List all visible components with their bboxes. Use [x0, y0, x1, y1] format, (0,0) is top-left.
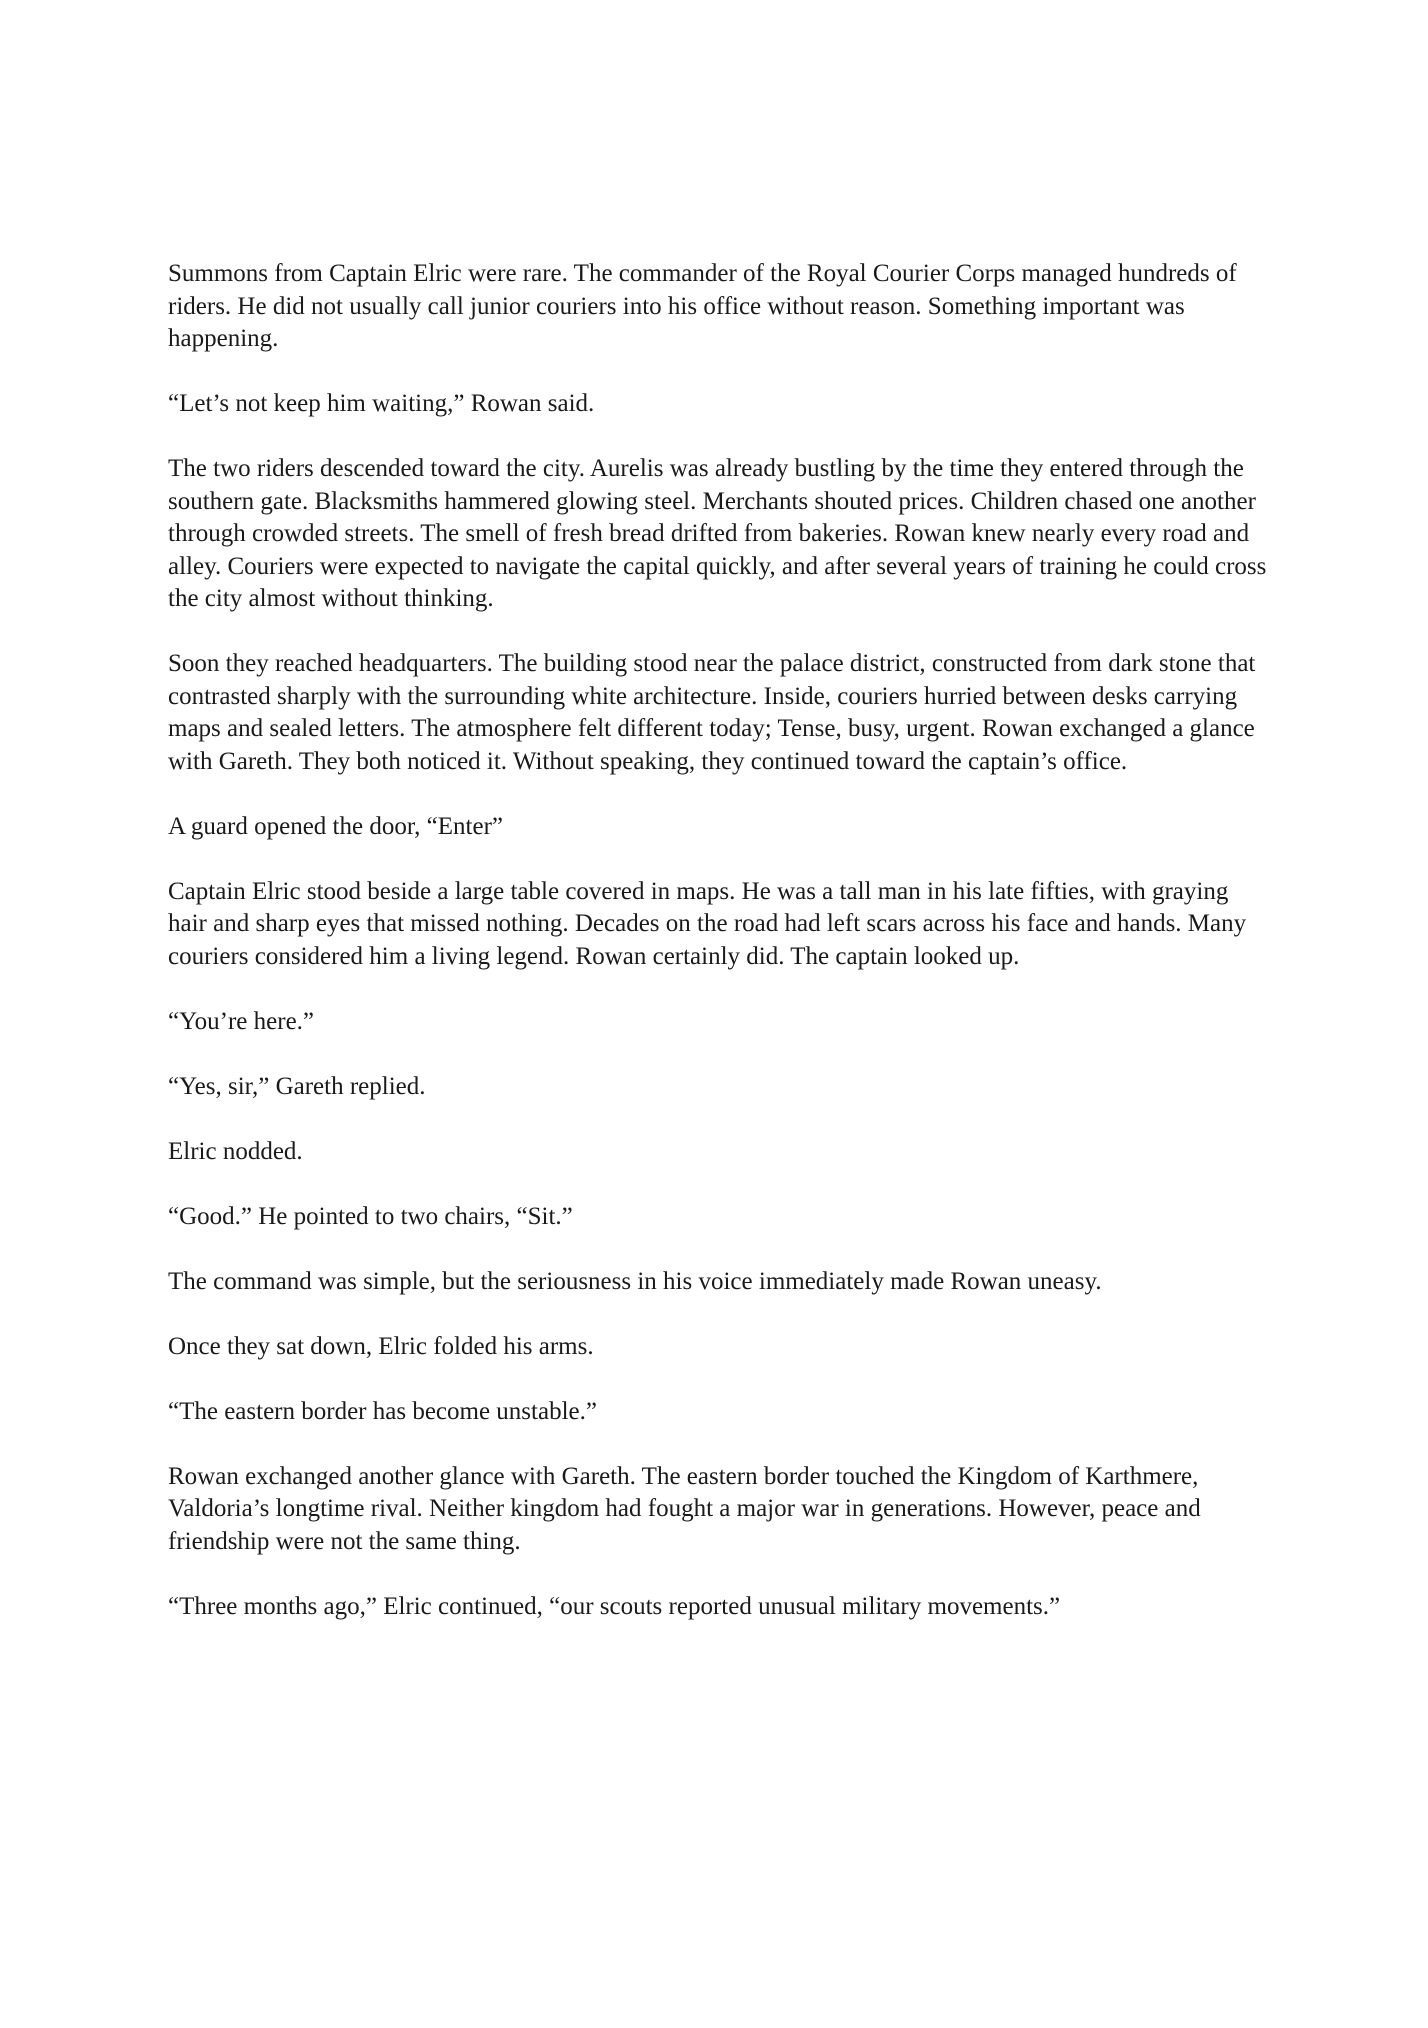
- paragraph-headquarters: Soon they reached headquarters. The building stood near the palace district, constructed from dark stone that contrasted sharply with the surrounding white architecture. Inside, couriers hurried between desks carrying maps and sealed letters. The atmosphere felt different today; Tense, busy, urgent. Rowan exchanged a glance with Gareth. They both noticed it. Without speaking, they continued toward the captain’s office.: [168, 650, 1256, 775]
- paragraph-captain-description: Captain Elric stood beside a large table covered in maps. He was a tall man in his late fifties, with graying hair and sharp eyes that missed nothing. Decades on the road had left scars across his face and hands. Many couriers considered him a living legend. Rowan certainly did. The captain looked up.: [168, 877, 1247, 970]
- paragraph-dialogue-rowan: “Let’s not keep him waiting,” Rowan said.: [168, 390, 595, 417]
- document-page: [168, 258, 1268, 1656]
- paragraph-city-description: The two riders descended toward the city. Aurelis was already bustling by the time they entered through the southern gate. Blacksmiths hammered glowing steel. Merchants shouted prices. Children chased one another through crowded streets. The smell of fresh bread drifted from bakeries. Rowan knew nearly every road and alley. Couriers were expected to navigate the capital quickly, and after several years of training he could cross the city almost without thinking.: [168, 455, 1267, 612]
- paragraph-sat-down: Once they sat down, Elric folded his arms.: [168, 1332, 594, 1360]
- paragraph-dialogue-gareth: “Yes, sir,” Gareth replied.: [168, 1072, 426, 1100]
- paragraph-eastern-border: Rowan exchanged another glance with Gareth. The eastern border touched the Kingdom of Karthmere, Valdoria’s longtime rival. Neither kingdom had fought a major war in generations. However, peace and friendship were not the same thing.: [168, 1462, 1201, 1555]
- paragraph-guard: A guard opened the door, “Enter”: [168, 812, 503, 840]
- paragraph-dialogue-elric-2: “Good.” He pointed to two chairs, “Sit.”: [168, 1202, 573, 1230]
- paragraph-dialogue-elric-4: “Three months ago,” Elric continued, “our scouts reported unusual military movements.”: [168, 1592, 1061, 1620]
- paragraph-dialogue-elric-3: “The eastern border has become unstable.”: [168, 1397, 597, 1425]
- paragraph-summons: Summons from Captain Elric were rare. The commander of the Royal Courier Corps managed hundreds of riders. He did not usually call junior couriers into his office without reason. Something important was happening.: [168, 260, 1237, 352]
- paragraph-command: The command was simple, but the seriousness in his voice immediately made Rowan uneasy.: [168, 1267, 1102, 1295]
- paragraph-dialogue-elric-1: “You’re here.”: [168, 1007, 315, 1035]
- paragraph-elric-nodded: Elric nodded.: [168, 1137, 303, 1165]
